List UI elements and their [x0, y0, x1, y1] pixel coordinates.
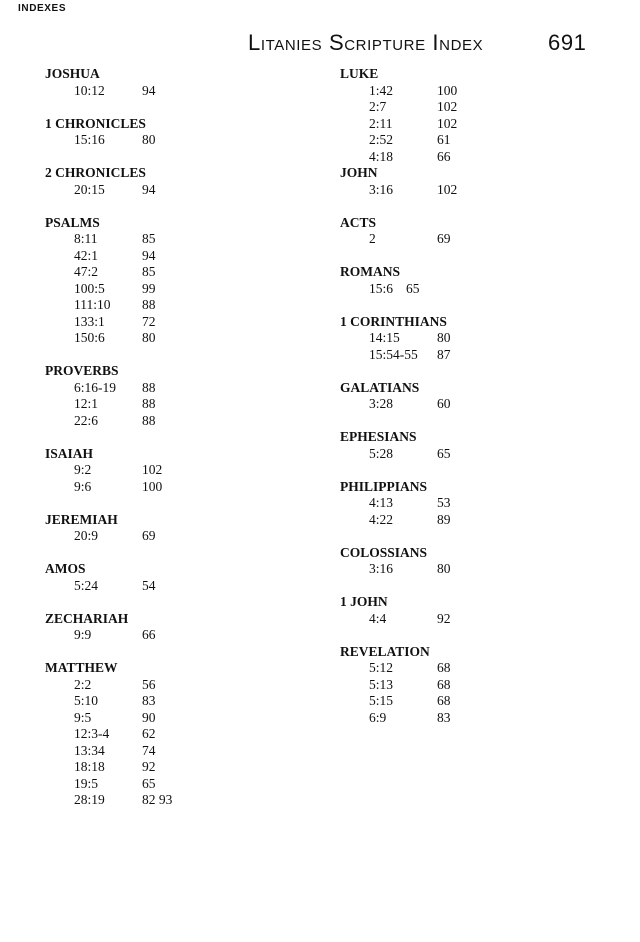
book-name: JOHN [340, 165, 378, 180]
index-entry [45, 231, 305, 248]
book-name: PSALMS [45, 214, 100, 230]
verse-reference: 3:16 [369, 561, 394, 576]
verse-reference: 47:2 [74, 264, 99, 279]
page-reference: 53 [437, 495, 451, 510]
index-entry [45, 693, 305, 710]
verse-reference: 18:18 [74, 759, 105, 774]
page-reference: 92 [142, 759, 156, 774]
index-entry [45, 132, 305, 149]
index-entry [45, 677, 305, 694]
page-reference: 85 [142, 264, 156, 279]
book-section [45, 611, 305, 644]
page-number: 691 [548, 30, 587, 55]
page-reference: 88 [142, 396, 156, 411]
index-entry [340, 132, 600, 149]
verse-reference: 15:16 [74, 132, 105, 147]
index-entry [45, 297, 305, 314]
index-entry [45, 726, 305, 743]
verse-reference: 2:2 [74, 676, 92, 692]
page-reference: 66 [437, 148, 451, 164]
book-section [45, 446, 305, 496]
index-entry [45, 462, 305, 479]
page-reference: 92 [437, 610, 451, 626]
book-section [340, 594, 600, 627]
book-section [340, 66, 600, 165]
page-reference: 82 93 [142, 792, 173, 807]
book-name: ISAIAH [45, 445, 94, 461]
index-entry [340, 116, 600, 133]
verse-reference: 1:42 [369, 82, 394, 98]
page-reference: 100 [437, 82, 458, 98]
verse-reference: 3:16 [369, 181, 394, 197]
book-section [45, 165, 305, 198]
index-entry [45, 248, 305, 265]
book-section [340, 380, 600, 413]
verse-reference: 9:9 [74, 627, 92, 642]
verse-reference: 100:5 [74, 280, 105, 296]
book-name: 1 CORINTHIANS [340, 313, 447, 329]
verse-reference: 20:9 [74, 528, 99, 543]
page-reference: 72 [142, 313, 156, 329]
page-reference: 61 [437, 132, 451, 147]
index-entry [45, 528, 305, 545]
page-reference: 69 [437, 231, 451, 246]
index-entry [45, 413, 305, 430]
book-section [340, 215, 600, 248]
page-reference: 88 [142, 297, 156, 312]
verse-reference: 9:2 [74, 462, 92, 477]
page-reference: 100 [142, 478, 163, 494]
page-reference: 65 [142, 775, 156, 791]
book-section [45, 215, 305, 347]
page-reference: 102 [437, 115, 458, 131]
index-entry [340, 710, 600, 727]
verse-reference: 6:16-19 [74, 379, 116, 395]
verse-reference: 111:10 [74, 297, 111, 312]
verse-reference: 6:9 [369, 709, 387, 725]
verse-reference: 14:15 [369, 330, 400, 345]
index-entry [45, 314, 305, 331]
page-reference: 85 [142, 231, 156, 246]
page-reference: 80 [437, 561, 451, 576]
verse-reference: 28:19 [74, 792, 105, 807]
verse-reference: 5:28 [369, 445, 394, 461]
page-reference: 60 [437, 396, 451, 411]
book-section [340, 165, 600, 198]
book-name: ROMANS [340, 264, 400, 279]
verse-reference: 12:3-4 [74, 726, 110, 741]
verse-reference: 150:6 [74, 330, 105, 345]
index-entry [340, 396, 600, 413]
index-entry [340, 660, 600, 677]
page-title: Litanies Scripture Index [248, 30, 484, 55]
index-entry [45, 281, 305, 298]
book-name: EPHESIANS [340, 429, 417, 444]
page-reference: 99 [142, 280, 156, 296]
index-entry [45, 396, 305, 413]
verse-reference: 5:15 [369, 693, 394, 708]
page-reference: 83 [142, 693, 156, 708]
index-entry [45, 710, 305, 727]
book-section [45, 512, 305, 545]
book-name: AMOS [45, 561, 86, 576]
page-reference: 102 [437, 181, 458, 197]
index-entry [340, 231, 600, 248]
book-name: 1 JOHN [340, 594, 388, 609]
page-reference: 68 [437, 693, 451, 708]
verse-reference: 4:18 [369, 148, 394, 164]
index-entry [45, 627, 305, 644]
verse-reference: 5:13 [369, 676, 394, 692]
verse-reference: 10:12 [74, 82, 105, 98]
book-section [340, 429, 600, 462]
index-entry [45, 759, 305, 776]
index-entry [340, 99, 600, 116]
book-name: JEREMIAH [45, 511, 118, 527]
page-reference: 74 [142, 742, 156, 758]
page-reference: 90 [142, 709, 156, 725]
book-section [340, 644, 600, 727]
verse-reference: 8:11 [74, 231, 98, 246]
page-reference: 83 [437, 709, 451, 725]
verse-reference: 4:4 [369, 610, 387, 626]
index-entry [340, 495, 600, 512]
index-entry [45, 776, 305, 793]
verse-reference: 12:1 [74, 396, 99, 411]
verse-reference: 42:1 [74, 247, 99, 263]
index-entry [45, 578, 305, 595]
index-entry [340, 611, 600, 628]
index-entry [340, 512, 600, 529]
book-name: COLOSSIANS [340, 544, 428, 560]
index-entry [45, 264, 305, 281]
verse-reference: 4:22 [369, 511, 394, 527]
book-name: PROVERBS [45, 363, 119, 378]
index-column-right [340, 66, 600, 726]
verse-reference: 9:5 [74, 709, 92, 725]
index-entry [45, 380, 305, 397]
verse-reference: 20:15 [74, 181, 105, 197]
index-entry [45, 83, 305, 100]
index-column-left [45, 66, 305, 809]
verse-reference: 9:6 [74, 478, 92, 494]
index-entry [340, 149, 600, 166]
book-name: 1 CHRONICLES [45, 115, 146, 131]
page-reference: 80 [142, 330, 156, 345]
index-entry [340, 281, 600, 298]
verse-reference: 5:10 [74, 693, 99, 708]
page-reference: 69 [142, 528, 156, 543]
verse-reference: 19:5 [74, 775, 99, 791]
page-reference: 88 [142, 412, 156, 428]
index-entry [340, 561, 600, 578]
index-entry [340, 677, 600, 694]
book-section [340, 314, 600, 364]
verse-reference: 2:11 [369, 115, 393, 131]
book-name: PHILIPPIANS [340, 478, 428, 494]
verse-reference: 4:13 [369, 495, 394, 510]
page-reference: 94 [142, 247, 156, 263]
page-reference: 65 [406, 280, 420, 296]
book-name: ACTS [340, 214, 377, 230]
verse-reference: 3:28 [369, 396, 394, 411]
index-entry [340, 693, 600, 710]
page-reference: 62 [142, 726, 156, 741]
book-section [340, 264, 600, 297]
book-section [45, 363, 305, 429]
book-section [340, 479, 600, 529]
page-reference: 102 [142, 462, 163, 477]
page-reference: 88 [142, 379, 156, 395]
page-reference: 89 [437, 511, 451, 527]
book-name: LUKE [340, 66, 379, 81]
book-section [45, 561, 305, 594]
verse-reference: 2:7 [369, 99, 387, 114]
page-reference: 68 [437, 676, 451, 692]
index-entry [45, 182, 305, 199]
verse-reference: 5:12 [369, 660, 394, 675]
book-section [45, 66, 305, 99]
book-name: 2 CHRONICLES [45, 165, 146, 180]
page-reference: 94 [142, 181, 156, 197]
book-name: GALATIANS [340, 379, 420, 395]
index-entry [45, 792, 305, 809]
page-reference: 94 [142, 82, 156, 98]
index-entry [45, 330, 305, 347]
verse-reference: 13:34 [74, 742, 105, 758]
verse-reference: 5:24 [74, 577, 99, 593]
page-reference: 54 [142, 577, 156, 593]
page-reference: 66 [142, 627, 156, 642]
verse-reference: 15:6 [369, 280, 394, 296]
verse-reference: 2 [369, 231, 376, 246]
running-head: INDEXES [18, 3, 67, 14]
page-reference: 80 [437, 330, 451, 345]
page-reference: 68 [437, 660, 451, 675]
verse-reference: 22:6 [74, 412, 99, 428]
book-name: ZECHARIAH [45, 610, 129, 626]
index-entry [340, 83, 600, 100]
book-name: REVELATION [340, 643, 430, 659]
verse-reference: 15:54-55 [369, 346, 418, 362]
index-entry [340, 330, 600, 347]
verse-reference: 133:1 [74, 313, 105, 329]
page-reference: 102 [437, 99, 458, 114]
page-reference: 65 [437, 445, 451, 461]
book-section [45, 660, 305, 809]
index-entry [340, 347, 600, 364]
index-entry [45, 743, 305, 760]
index-entry [340, 446, 600, 463]
book-name: MATTHEW [45, 660, 118, 675]
page-reference: 56 [142, 676, 156, 692]
book-name: JOSHUA [45, 66, 100, 81]
page-reference: 87 [437, 346, 451, 362]
index-entry [340, 182, 600, 199]
verse-reference: 2:52 [369, 132, 394, 147]
book-section [45, 116, 305, 149]
page-reference: 80 [142, 132, 156, 147]
index-entry [45, 479, 305, 496]
book-section [340, 545, 600, 578]
